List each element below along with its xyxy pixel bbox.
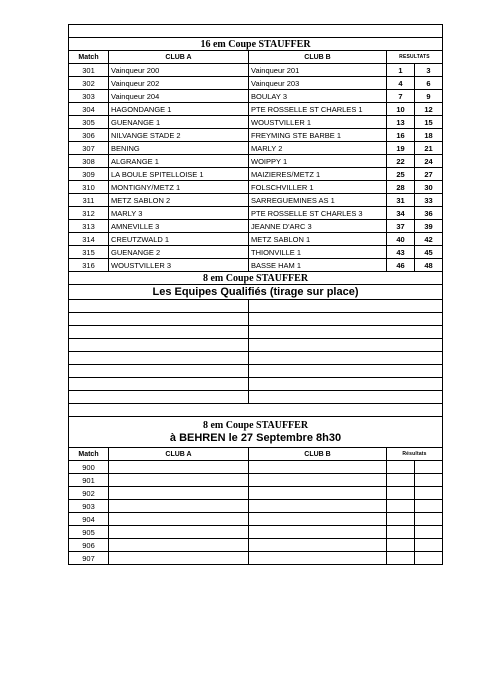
match-number: 313 [69,220,109,233]
score-a-cell: 34 [387,207,415,220]
qualified-slot-left [69,365,249,378]
qualified-slot-left [69,352,249,365]
round16-header-row [69,51,443,64]
round8-score-b-cell [415,487,443,500]
round8-score-a-cell [387,539,415,552]
club-a-cell: GUENANGE 2 [109,246,249,259]
header-results: RESULTATS [387,51,443,64]
qualified-slot-right [249,300,443,313]
round8-score-b-cell [415,513,443,526]
round8-club-a-cell [109,526,249,539]
spacer-row [69,404,443,417]
round8-header-results: Résultats [387,448,443,461]
match-number: 304 [69,103,109,116]
match-number: 307 [69,142,109,155]
match-number: 314 [69,233,109,246]
round8-match-row [69,526,443,539]
score-a-cell: 4 [387,77,415,90]
top-blank-row [69,25,443,38]
match-row [69,116,443,129]
round8-score-b-cell [415,526,443,539]
round8-score-b-cell [415,539,443,552]
round8-match-number: 904 [69,513,109,526]
club-b-cell: BASSE HAM 1 [249,259,387,272]
round8-club-a-cell [109,500,249,513]
qualified-slot-right [249,391,443,404]
club-b-cell: SARREGUEMINES AS 1 [249,194,387,207]
qualified-subtitle: Les Equipes Qualifiés (tirage sur place) [69,285,443,300]
header-club-a: CLUB A [109,51,249,64]
score-b-cell: 6 [415,77,443,90]
round8-score-b-cell [415,500,443,513]
match-number: 306 [69,129,109,142]
match-number: 311 [69,194,109,207]
club-a-cell: NILVANGE STADE 2 [109,129,249,142]
qualified-slot-row [69,300,443,313]
club-a-cell: Vainqueur 202 [109,77,249,90]
round8-match-row [69,461,443,474]
score-a-cell: 10 [387,103,415,116]
match-number: 309 [69,168,109,181]
score-a-cell: 7 [387,90,415,103]
round8-header-club-b: CLUB B [249,448,387,461]
round8-header-club-a: CLUB A [109,448,249,461]
club-a-cell: Vainqueur 200 [109,64,249,77]
qualified-subtitle-row [69,285,443,300]
round8-match-row [69,474,443,487]
score-a-cell: 40 [387,233,415,246]
club-a-cell: MARLY 3 [109,207,249,220]
score-a-cell: 16 [387,129,415,142]
club-a-cell: AMNEVILLE 3 [109,220,249,233]
round8-title: 8 em Coupe STAUFFER [202,420,309,431]
club-b-cell: METZ SABLON 1 [249,233,387,246]
qualified-slot-row [69,352,443,365]
score-a-cell: 22 [387,155,415,168]
match-number: 308 [69,155,109,168]
score-a-cell: 37 [387,220,415,233]
score-a-cell: 28 [387,181,415,194]
club-b-cell: BOULAY 3 [249,90,387,103]
score-b-cell: 48 [415,259,443,272]
club-b-cell: FOLSCHVILLER 1 [249,181,387,194]
score-b-cell: 18 [415,129,443,142]
score-b-cell: 42 [415,233,443,246]
round8-title-row [69,417,443,448]
club-b-cell: WOUSTVILLER 1 [249,116,387,129]
match-row [69,64,443,77]
match-row [69,181,443,194]
club-b-cell: MAIZIERES/METZ 1 [249,168,387,181]
club-a-cell: ALGRANGE 1 [109,155,249,168]
qualified-slot-right [249,313,443,326]
match-row [69,220,443,233]
round8-match-row [69,500,443,513]
club-b-cell: PTE ROSSELLE ST CHARLES 3 [249,207,387,220]
round8-score-a-cell [387,526,415,539]
score-a-cell: 43 [387,246,415,259]
round8-score-a-cell [387,552,415,565]
club-a-cell: MONTIGNY/METZ 1 [109,181,249,194]
score-a-cell: 1 [387,64,415,77]
header-club-b: CLUB B [249,51,387,64]
qualified-slot-row [69,326,443,339]
score-b-cell: 24 [415,155,443,168]
round8-match-number: 903 [69,500,109,513]
score-b-cell: 12 [415,103,443,116]
club-b-cell: WOIPPY 1 [249,155,387,168]
round8-club-a-cell [109,539,249,552]
round8-score-a-cell [387,474,415,487]
qualified-slot-left [69,339,249,352]
club-b-cell: PTE ROSSELLE ST CHARLES 1 [249,103,387,116]
qualified-slot-row [69,378,443,391]
score-b-cell: 39 [415,220,443,233]
club-a-cell: METZ SABLON 2 [109,194,249,207]
match-row [69,90,443,103]
round8-venue: à BEHREN le 27 Septembre 8h30 [169,432,342,444]
score-b-cell: 21 [415,142,443,155]
club-b-cell: JEANNE D'ARC 3 [249,220,387,233]
spacer-cell [69,404,443,417]
round8-club-a-cell [109,552,249,565]
qualified-title: 8 em Coupe STAUFFER [69,272,443,285]
match-row [69,246,443,259]
cup-sheet [68,24,442,565]
score-b-cell: 33 [415,194,443,207]
round8-club-a-cell [109,487,249,500]
round8-match-number: 906 [69,539,109,552]
round8-club-b-cell [249,487,387,500]
club-b-cell: FREYMING STE BARBE 1 [249,129,387,142]
qualified-slot-row [69,339,443,352]
qualified-slot-right [249,365,443,378]
round8-club-b-cell [249,513,387,526]
round8-match-row [69,552,443,565]
round16-title: 16 em Coupe STAUFFER [69,38,443,51]
round8-club-b-cell [249,461,387,474]
club-a-cell: LA BOULE SPITELLOISE 1 [109,168,249,181]
round8-score-b-cell [415,461,443,474]
qualified-slot-row [69,365,443,378]
club-a-cell: WOUSTVILLER 3 [109,259,249,272]
round8-score-a-cell [387,461,415,474]
score-a-cell: 13 [387,116,415,129]
round8-club-b-cell [249,500,387,513]
qualified-slot-right [249,339,443,352]
score-a-cell: 31 [387,194,415,207]
round8-score-b-cell [415,552,443,565]
round8-header-row [69,448,443,461]
match-number: 310 [69,181,109,194]
match-row [69,207,443,220]
club-a-cell: CREUTZWALD 1 [109,233,249,246]
score-a-cell: 25 [387,168,415,181]
round8-match-number: 902 [69,487,109,500]
club-b-cell: Vainqueur 203 [249,77,387,90]
qualified-slot-row [69,391,443,404]
qualified-slot-row [69,313,443,326]
match-row [69,233,443,246]
round8-score-a-cell [387,513,415,526]
club-a-cell: BENING [109,142,249,155]
score-b-cell: 36 [415,207,443,220]
qualified-slot-right [249,378,443,391]
round8-header-match: Match [69,448,109,461]
score-b-cell: 45 [415,246,443,259]
round8-match-row [69,487,443,500]
match-row [69,142,443,155]
score-b-cell: 27 [415,168,443,181]
round8-club-b-cell [249,539,387,552]
club-a-cell: HAGONDANGE 1 [109,103,249,116]
qualified-slot-right [249,352,443,365]
club-b-cell: MARLY 2 [249,142,387,155]
round8-club-b-cell [249,474,387,487]
match-number: 303 [69,90,109,103]
qualified-slot-right [249,326,443,339]
score-b-cell: 30 [415,181,443,194]
round8-match-row [69,539,443,552]
score-a-cell: 46 [387,259,415,272]
qualified-title-row [69,272,443,285]
club-a-cell: Vainqueur 204 [109,90,249,103]
qualified-slot-left [69,300,249,313]
round8-match-number: 907 [69,552,109,565]
club-a-cell: GUENANGE 1 [109,116,249,129]
match-row [69,129,443,142]
round8-match-row [69,513,443,526]
header-match: Match [69,51,109,64]
round8-score-a-cell [387,487,415,500]
qualified-slot-left [69,391,249,404]
match-number: 305 [69,116,109,129]
qualified-slot-left [69,378,249,391]
match-number: 302 [69,77,109,90]
cup-table [68,24,443,565]
match-row [69,103,443,116]
round8-match-number: 900 [69,461,109,474]
round8-title-cell [69,417,443,448]
round8-club-a-cell [109,461,249,474]
match-number: 312 [69,207,109,220]
match-row [69,194,443,207]
club-b-cell: THIONVILLE 1 [249,246,387,259]
round8-club-a-cell [109,513,249,526]
round8-club-a-cell [109,474,249,487]
match-row [69,77,443,90]
match-number: 315 [69,246,109,259]
match-number: 316 [69,259,109,272]
round8-score-a-cell [387,500,415,513]
club-b-cell: Vainqueur 201 [249,64,387,77]
round16-title-row [69,38,443,51]
match-row [69,155,443,168]
score-b-cell: 9 [415,90,443,103]
round8-match-number: 901 [69,474,109,487]
round8-score-b-cell [415,474,443,487]
round8-match-number: 905 [69,526,109,539]
match-number: 301 [69,64,109,77]
score-a-cell: 19 [387,142,415,155]
score-b-cell: 15 [415,116,443,129]
match-row [69,168,443,181]
round8-club-b-cell [249,526,387,539]
score-b-cell: 3 [415,64,443,77]
round8-club-b-cell [249,552,387,565]
match-row [69,259,443,272]
qualified-slot-left [69,313,249,326]
qualified-slot-left [69,326,249,339]
